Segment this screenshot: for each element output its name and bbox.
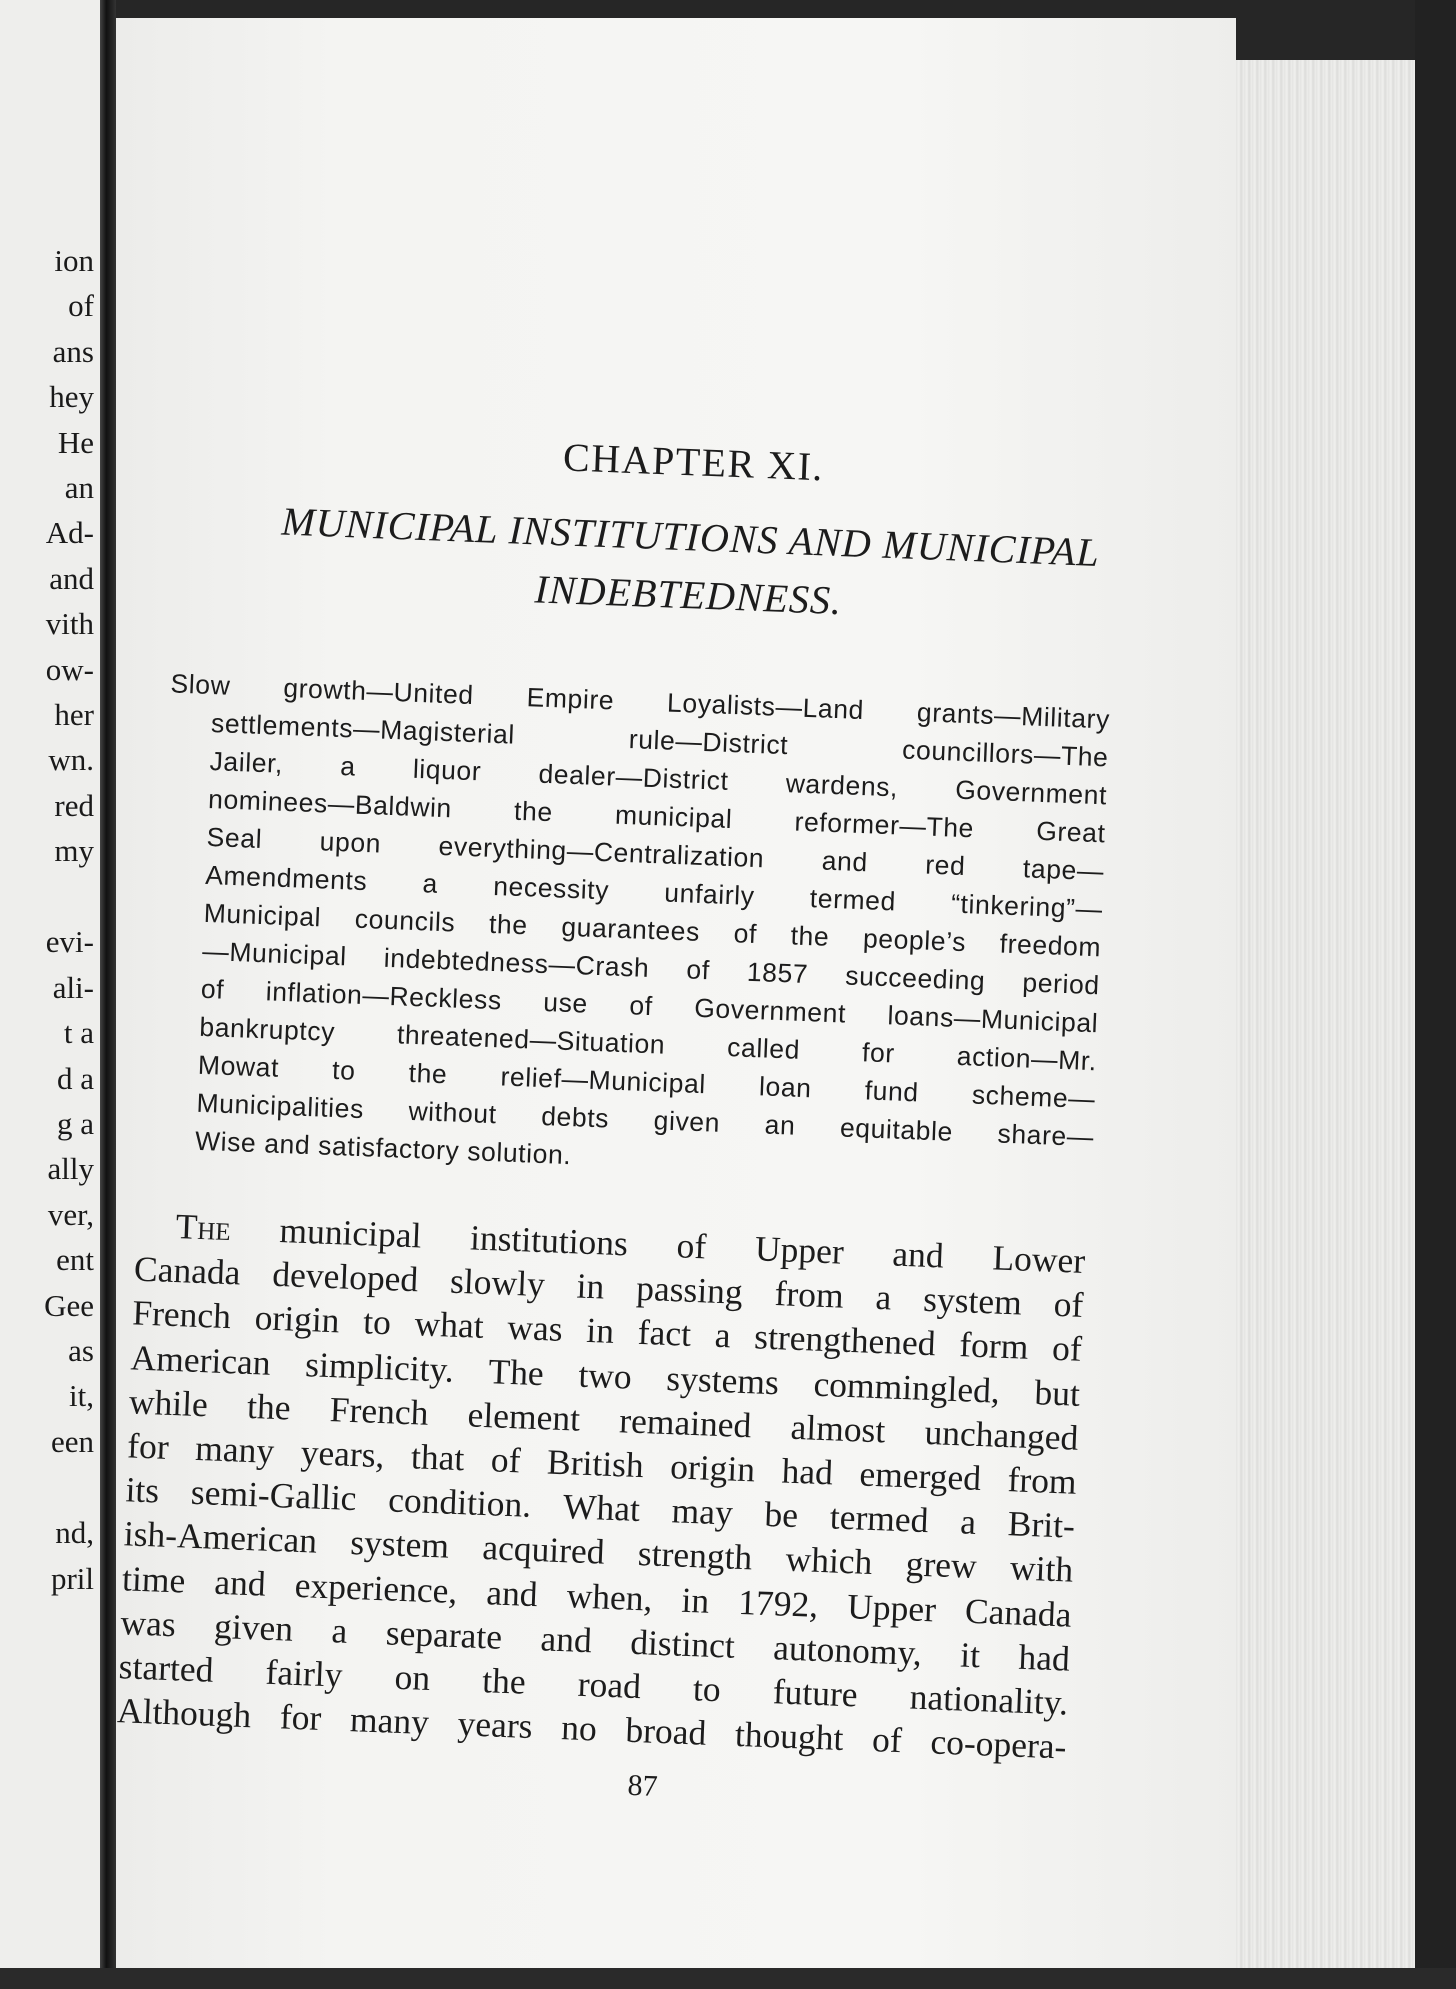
body-line: time and experience, and when, in 1792, Upper Canada <box>121 1557 1073 1635</box>
facing-page-line-ending: ver, <box>47 1196 94 1232</box>
facing-page-line-ending: g a <box>56 1106 94 1142</box>
page-block-edge <box>1236 60 1415 1968</box>
facing-page-line-ending: wn. <box>48 742 94 778</box>
facing-page-line-ending: He <box>57 424 94 460</box>
facing-page-line-ending: her <box>54 696 94 732</box>
facing-page-line-ending: red <box>54 787 94 823</box>
synopsis-line: Wise and satisfactory solution. <box>194 1125 572 1171</box>
facing-page-line-ending: it, <box>69 1378 94 1414</box>
body-line: its semi-Gallic condition. What may be termed a Brit- <box>124 1469 1076 1546</box>
body-line: Although for many years no broad thought of co-opera- <box>116 1690 1068 1767</box>
facing-page-line-ending: hey <box>49 379 94 415</box>
body-text <box>116 1203 1086 1769</box>
facing-page-line-ending: een <box>50 1423 94 1459</box>
facing-page-line-endings <box>44 238 94 1601</box>
chapter-synopsis <box>152 664 1110 1194</box>
body-line: American simplicity. The two systems commingled, but <box>129 1336 1081 1414</box>
facing-page-line-ending: ion <box>54 243 94 278</box>
page-number: 87 <box>627 1768 659 1803</box>
synopsis-line: nominees—Baldwin the municipal reformer—The Great <box>207 783 1107 849</box>
opening-word: The <box>175 1206 232 1249</box>
facing-page-line-ending: as <box>68 1332 94 1368</box>
body-line: French origin to what was in fact a strengthened form of <box>131 1292 1083 1370</box>
facing-page-line-ending <box>44 1464 94 1510</box>
chapter-number: CHAPTER XI. <box>562 434 825 490</box>
synopsis-line: Mowat to the relief—Municipal loan fund scheme— <box>197 1049 1096 1115</box>
facing-page-line-ending: my <box>54 833 94 869</box>
body-line: while the French element remained almost unchanged <box>128 1381 1080 1458</box>
body-line: for many years, that of British origin had emerged from <box>126 1425 1078 1502</box>
synopsis-line: —Municipal indebtedness—Crash of 1857 succeeding period <box>201 935 1101 1001</box>
body-line: The municipal institutions of Upper and Lower <box>175 1206 1086 1281</box>
synopsis-line: Seal upon everything—Centralization and red tape— <box>206 821 1105 887</box>
facing-page-line-ending: nd, <box>55 1515 94 1551</box>
facing-page-line-ending: ow- <box>45 651 94 687</box>
synopsis-line: of inflation—Reckless use of Government loans—Municipal <box>200 973 1099 1039</box>
synopsis-line: bankruptcy threatened—Situation called for action—Mr. <box>198 1011 1098 1077</box>
facing-page-line-ending: t a <box>63 1015 94 1051</box>
synopsis-line: Jailer, a liquor dealer—District wardens, Government <box>209 745 1108 811</box>
synopsis-line: settlements—Magisterial rule—District councillors—The <box>210 708 1110 773</box>
chapter-title-line: MUNICIPAL INSTITUTIONS AND MUNICIPAL <box>280 498 1101 575</box>
facing-page-line-ending: ali- <box>52 969 94 1005</box>
body-line: started fairly on the road to future nationality. <box>118 1646 1069 1723</box>
body-line: Canada developed slowly in passing from a system of <box>133 1248 1085 1326</box>
facing-page-line-ending: and <box>49 560 94 596</box>
body-line: was given a separate and distinct autonomy, it had <box>119 1601 1071 1679</box>
facing-page-line-ending: Gee <box>44 1287 94 1323</box>
facing-page-line-ending: an <box>64 469 94 505</box>
facing-page-left <box>0 0 100 1968</box>
facing-page-line-ending: Ad- <box>45 515 94 551</box>
facing-page-line-ending: ent <box>56 1242 94 1278</box>
body-line: ish-American system acquired strength which grew with <box>123 1513 1074 1591</box>
facing-page-line-ending: pril <box>50 1560 94 1596</box>
facing-page-line-ending: ans <box>52 333 94 369</box>
facing-page-line-ending: d a <box>56 1060 94 1096</box>
synopsis-line: Municipalities without debts given an equitable share— <box>195 1087 1095 1153</box>
page-content <box>76 0 1270 1989</box>
facing-page-line-ending: evi- <box>45 924 94 960</box>
scan-background-right <box>1415 0 1456 1968</box>
facing-page-line-ending: of <box>68 288 94 324</box>
synopsis-line: Slow growth—United Empire Loyalists—Land grants—Military <box>170 668 1111 735</box>
facing-page-line-ending: vith <box>45 606 94 642</box>
synopsis-line: Municipal councils the guarantees of the people’s freedom <box>203 897 1102 963</box>
facing-page-line-ending: ally <box>47 1151 94 1187</box>
chapter-title-line: INDEBTEDNESS. <box>533 566 843 624</box>
book-page <box>116 18 1236 1968</box>
synopsis-line: Amendments a necessity unfairly termed “tinkering”— <box>204 859 1104 925</box>
chapter-title <box>168 488 1212 644</box>
facing-page-line-ending <box>44 873 94 919</box>
